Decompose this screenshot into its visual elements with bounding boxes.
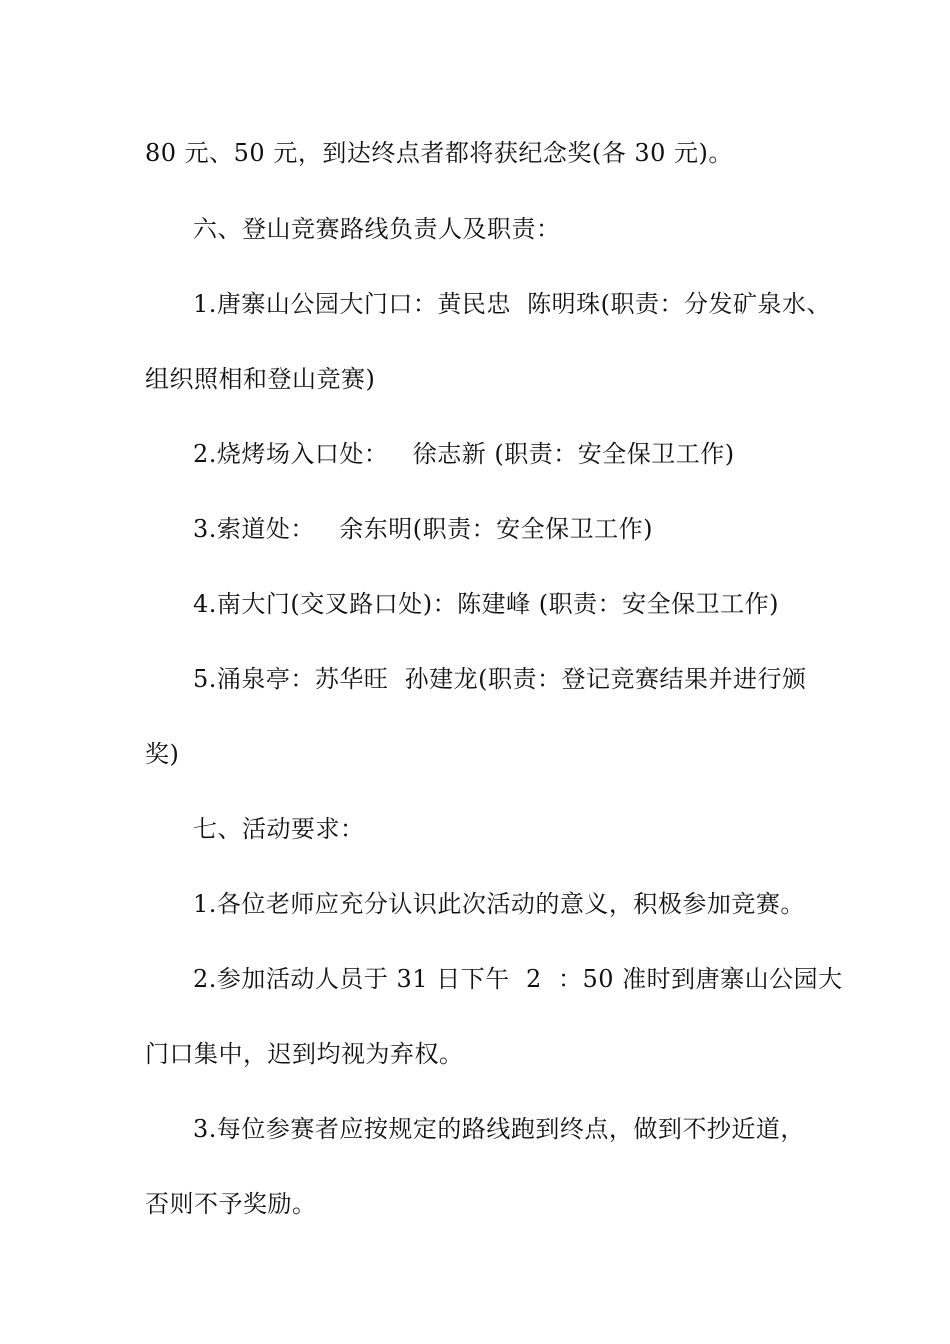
text-line-requirement-3-cont: 否则不予奖励。	[145, 1190, 317, 1218]
section-heading-requirements: 七、活动要求：	[193, 815, 365, 843]
text-line-staff-2: 2.烧烤场入口处： 徐志新 (职责：安全保卫工作)	[193, 440, 735, 468]
text-line-staff-5: 5.涌泉亭：苏华旺 孙建龙(职责：登记竞赛结果并进行颁	[193, 665, 807, 693]
text-line-staff-4: 4.南大门(交叉路口处)：陈建峰 (职责：安全保卫工作)	[193, 590, 779, 618]
text-line-staff-5-cont: 奖)	[145, 740, 180, 768]
text-line-staff-1: 1.唐寨山公园大门口：黄民忠 陈明珠(职责：分发矿泉水、	[193, 290, 832, 318]
text-line-requirement-1: 1.各位老师应充分认识此次活动的意义，积极参加竞赛。	[193, 890, 805, 918]
section-heading-route-staff: 六、登山竞赛路线负责人及职责：	[193, 215, 561, 243]
text-line-requirement-3: 3.每位参赛者应按规定的路线跑到终点，做到不抄近道，	[193, 1115, 805, 1143]
text-line-staff-3: 3.索道处： 余东明(职责：安全保卫工作)	[193, 515, 654, 543]
text-line-staff-1-cont: 组织照相和登山竞赛)	[145, 365, 376, 393]
text-line-prize-continuation: 80 元、50 元，到达终点者都将获纪念奖(各 30 元)。	[145, 139, 733, 167]
text-line-requirement-2-cont: 门口集中，迟到均视为弃权。	[145, 1040, 464, 1068]
text-line-requirement-2: 2.参加活动人员于 31 日下午 2 ：50 准时到唐寨山公园大	[193, 965, 843, 993]
